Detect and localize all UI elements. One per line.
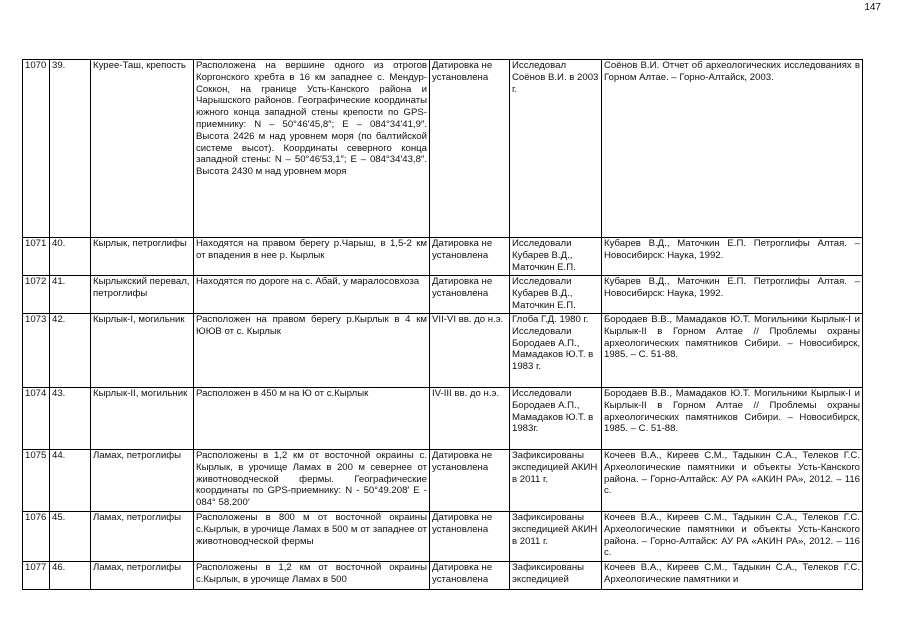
monument-name: Кырлык-I, могильник — [91, 314, 194, 388]
item-number: 39. — [50, 60, 91, 238]
item-number: 45. — [50, 512, 91, 562]
research-info: Исследовали Кубарев В.Д., Маточкин Е.П. — [510, 276, 602, 314]
research-info: Зафиксированы экспедицией — [510, 562, 602, 590]
table-row — [23, 314, 863, 388]
registry-id: 1072 — [23, 276, 50, 314]
location-description: Расположен в 450 м на Ю от с.Кырлык — [194, 388, 430, 450]
location-description: Находятся на правом берегу р.Чарыш, в 1,5-2 км от впадения в нее р. Кырлык — [194, 238, 430, 276]
table-row — [23, 238, 863, 276]
item-number: 40. — [50, 238, 91, 276]
item-number: 46. — [50, 562, 91, 590]
literature: Кочеев В.А., Киреев С.М., Тадыкин С.А., Телеков Г.С. Археологические памятники и — [602, 562, 863, 590]
registry-id: 1071 — [23, 238, 50, 276]
registry-id: 1070 — [23, 60, 50, 238]
table-row — [23, 562, 863, 590]
table-row — [23, 450, 863, 512]
registry-id: 1077 — [23, 562, 50, 590]
location-description: Расположены в 800 м от восточной окраины с.Кырлык, в урочище Ламах в 500 м от западнее от животноводческой фермы — [194, 512, 430, 562]
table-row — [23, 276, 863, 314]
page-number: 147 — [864, 2, 881, 13]
table-row — [23, 512, 863, 562]
monument-name: Ламах, петроглифы — [91, 450, 194, 512]
research-info: Исследовали Кубарев В.Д., Маточкин Е.П. — [510, 238, 602, 276]
dating: Датировка не установлена — [430, 60, 510, 238]
location-description: Расположен на правом берегу р.Кырлык в 4 км ЮЮВ от с. Кырлык — [194, 314, 430, 388]
item-number: 43. — [50, 388, 91, 450]
monument-name: Кырлык-II, могильник — [91, 388, 194, 450]
research-info: Исследовали Бородаев А.П., Мамадаков Ю.Т. в 1983г. — [510, 388, 602, 450]
literature: Кубарев В.Д., Маточкин Е.П. Петроглифы Алтая. – Новосибирск: Наука, 1992. — [602, 238, 863, 276]
monument-name: Кырлык, петроглифы — [91, 238, 194, 276]
literature: Кочеев В.А., Киреев С.М., Тадыкин С.А., Телеков Г.С. Археологические памятники и объекты Усть-Канского района. – Горно-Алтайск: АУ РА «АКИН РА», 2012. – 116 с. — [602, 512, 863, 562]
monument-name: Ламах, петроглифы — [91, 562, 194, 590]
literature: Бородаев В.В., Мамадаков Ю.Т. Могильники Кырлык-I и Кырлык-II в Горном Алтае // Проблемы охраны археологических памятников Сибири. – Новосибирск, 1985. – С. 51-88. — [602, 388, 863, 450]
literature: Кочеев В.А., Киреев С.М., Тадыкин С.А., Телеков Г.С. Археологические памятники и объекты Усть-Канского района. – Горно-Алтайск: АУ РА «АКИН РА», 2012. – 116 с. — [602, 450, 863, 512]
item-number: 42. — [50, 314, 91, 388]
location-description: Находятся по дороге на с. Абай, у маралосовхоза — [194, 276, 430, 314]
location-description: Расположена на вершине одного из отрогов Коргонского хребта в 16 км западнее с. Мендур-Соккон, на границе Усть-Канского района и Чарышского районов. Географические координаты южного конца западной стены крепости по GPS-приемнику: N – 50°46′45,8″; Е – 084°34′41,9″. Высота 2426 м над уровнем моря (по балтийской системе высот). Координаты северного конца западной стены: N – 50°46′53,1″; Е – 084°34′43,8″. Высота 2430 м над уровнем моря — [194, 60, 430, 238]
dating: Датировка не установлена — [430, 450, 510, 512]
dating: IV-III вв. до н.э. — [430, 388, 510, 450]
literature: Соёнов В.И. Отчет об археологических исследованиях в Горном Алтае. – Горно-Алтайск, 2003. — [602, 60, 863, 238]
research-info: Зафиксированы экспедицией АКИН в 2011 г. — [510, 450, 602, 512]
monument-name: Кырлыкский перевал, петроглифы — [91, 276, 194, 314]
dating: VII-VI вв. до н.э. — [430, 314, 510, 388]
literature: Бородаев В.В., Мамадаков Ю.Т. Могильники Кырлык-I и Кырлык-II в Горном Алтае // Проблемы охраны археологических памятников Сибири. – Новосибирск, 1985. – С. 51-88. — [602, 314, 863, 388]
literature: Кубарев В.Д., Маточкин Е.П. Петроглифы Алтая. – Новосибирск: Наука, 1992. — [602, 276, 863, 314]
research-info: Глоба Г.Д. 1980 г. Исследовали Бородаев А.П., Мамадаков Ю.Т. в 1983 г. — [510, 314, 602, 388]
registry-id: 1074 — [23, 388, 50, 450]
registry-id: 1076 — [23, 512, 50, 562]
research-info: Исследовал Соёнов В.И. в 2003 г. — [510, 60, 602, 238]
registry-id: 1073 — [23, 314, 50, 388]
dating: Датировка не установлена — [430, 512, 510, 562]
table-row — [23, 388, 863, 450]
table-row — [23, 60, 863, 238]
monument-name: Ламах, петроглифы — [91, 512, 194, 562]
location-description: Расположены в 1,2 км от восточной окраины с.Кырлык, в урочище Ламах в 500 — [194, 562, 430, 590]
dating: Датировка не установлена — [430, 238, 510, 276]
dating: Датировка не установлена — [430, 562, 510, 590]
item-number: 41. — [50, 276, 91, 314]
item-number: 44. — [50, 450, 91, 512]
registry-id: 1075 — [23, 450, 50, 512]
monuments-table — [22, 59, 863, 590]
research-info: Зафиксированы экспедицией АКИН в 2011 г. — [510, 512, 602, 562]
dating: Датировка не установлена — [430, 276, 510, 314]
location-description: Расположены в 1,2 км от восточной окраины с. Кырлык, в урочище Ламах в 200 м севернее от животноводческой фермы. Географические координаты по GPS-приемнику: N - 50°49.208′ E - 084° 58.200′ — [194, 450, 430, 512]
monument-name: Куреe-Таш, крепость — [91, 60, 194, 238]
